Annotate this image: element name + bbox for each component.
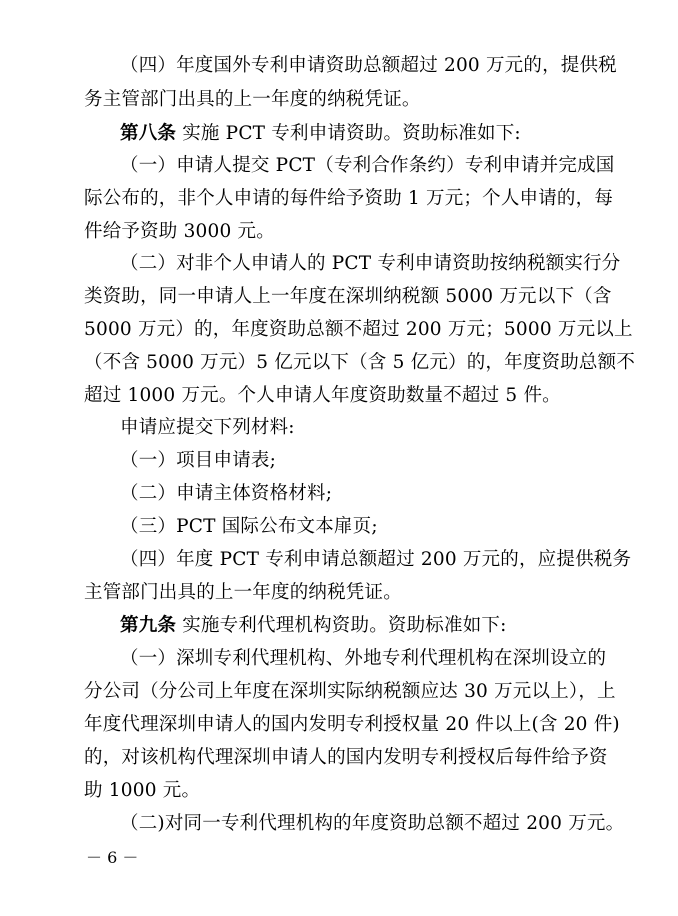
article-9-text: 实施专利代理机构资助。资助标准如下: [182,615,507,636]
list-item: （一）项目申请表; [120,450,277,471]
paragraph-line: 申请应提交下列材料: [120,417,295,438]
paragraph-line: （四）年度国外专利申请资助总额超过 200 万元的，提供税 [120,55,617,76]
paragraph-line: （不含 5000 万元）5 亿元以下（含 5 亿元）的，年度资助总额不 [84,352,636,373]
paragraph-line: （一）深圳专利代理机构、外地专利代理机构在深圳设立的 [120,648,607,669]
paragraph-line: （二）对非个人申请人的 PCT 专利申请资助按纳税额实行分 [120,253,621,274]
paragraph-line: 5000 万元）的，年度资助总额不超过 200 万元；5000 万元以上 [84,319,633,340]
paragraph-line: 年度代理深圳申请人的国内发明专利授权量 20 件以上(含 20 件) [84,714,620,735]
article-9-title: 第九条 [120,615,177,636]
paragraph-line: 类资助，同一申请人上一年度在深圳纳税额 5000 万元以下（含 [84,286,612,307]
page-number: － 6 － [86,848,139,867]
article-8-text: 实施 PCT 专利申请资助。资助标准如下: [182,123,521,144]
paragraph-line: 的，对该机构代理深圳申请人的国内发明专利授权后每件给予资 [84,747,608,768]
list-item: （四）年度 PCT 专利申请总额超过 200 万元的，应提供税务 [120,549,632,570]
paragraph-line: 超过 1000 万元。个人申请人年度资助数量不超过 5 件。 [84,385,561,406]
paragraph-line: （二)对同一专利代理机构的年度资助总额不超过 200 万元。 [120,813,625,834]
paragraph-line: 分公司（分公司上年度在深圳实际纳税额应达 30 万元以上），上 [84,681,616,702]
article-9-heading [120,610,604,642]
paragraph-line: 际公布的，非个人申请的每件给予资助 1 万元；个人申请的，每 [84,188,614,209]
paragraph-line: （一）申请人提交 PCT（专利合作条约）专利申请并完成国 [120,155,615,176]
article-8-title: 第八条 [120,123,177,144]
paragraph-line: 件给予资助 3000 元。 [84,221,275,242]
paragraph-line: 主管部门出具的上一年度的纳税凭证。 [84,582,402,603]
paragraph-line: 助 1000 元。 [84,780,201,801]
paragraph-line: 务主管部门出具的上一年度的纳税凭证。 [84,89,421,110]
list-item: （三）PCT 国际公布文本扉页; [120,516,378,537]
list-item: （二）申请主体资格材料; [120,483,333,504]
article-8-heading [120,118,604,150]
